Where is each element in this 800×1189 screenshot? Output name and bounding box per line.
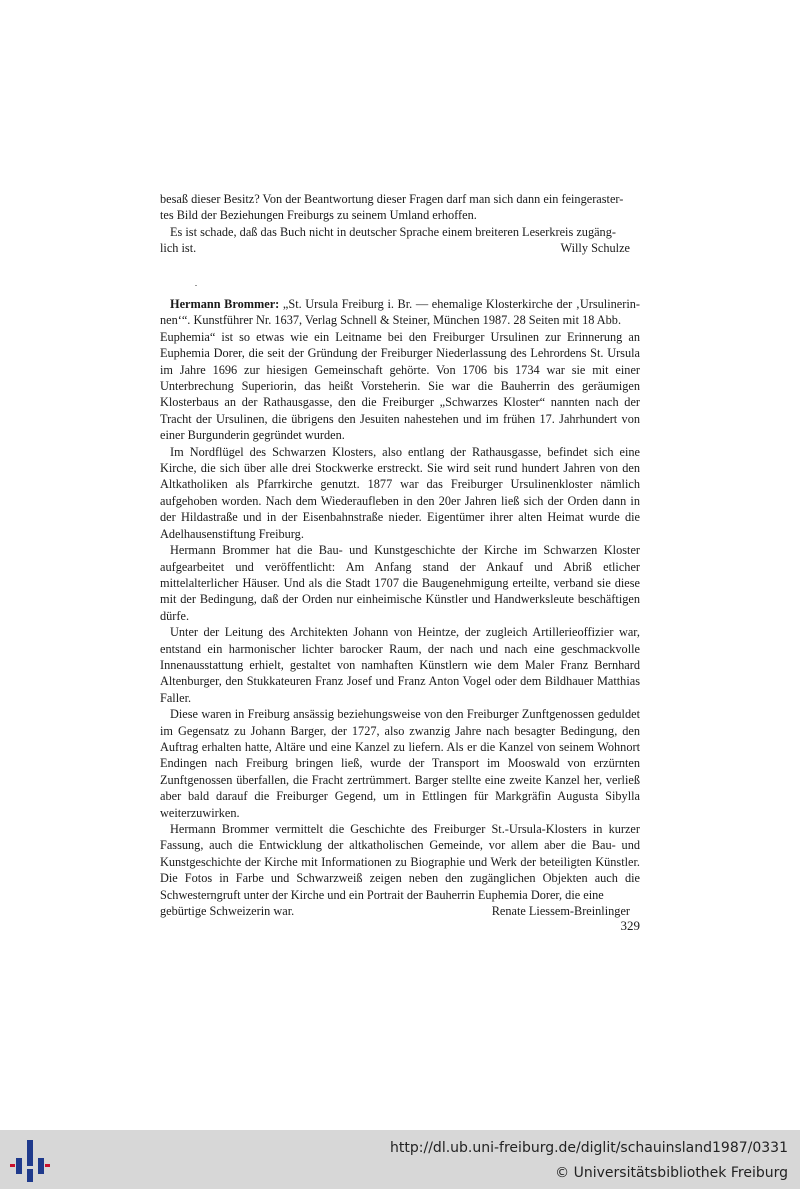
review-closing [160, 903, 640, 919]
review-signature: Renate Liessem-Breinlinger [491, 904, 630, 919]
page-number: 329 [620, 918, 640, 933]
review-paragraph: Hermann Brommer hat die Bau- und Kunstgeschichte der Kirche im Schwarzen Kloster aufgearbeitet und veröffentlicht: Am Anfang stand der Ankauf und Abriß etlicher mittelalterlicher Häuser. Und als die Stadt 1707 die Baugenehmigung erteilte, verband sie diese mit der Bedingung, daß der Orden nur einheimische Künstler und Handwerksleute beschäftigen dürfe. [160, 543, 640, 623]
review-citation: „St. Ursula Freiburg i. Br. — ehemalige Klosterkirche der ‚Ursulinerin-nen‘“. Kunstführer Nr. 1637, Verlag Schnell & Steiner, München 1987. 28 Seiten mit 18 Abb. [160, 297, 640, 328]
review-paragraph: Im Nordflügel des Schwarzen Klosters, also entlang der Rathausgasse, befindet sich eine Kirche, die sich über alle drei Stockwerke erstreckt. Sie wird seit rund hundert Jahren von den Altkatholiken als Pfarrkirche genutzt. 1877 war das Freiburger Ursulinenkloster nämlich aufgehoben worden. Nach dem Wiederaufleben in den 20er Jahren ließ sich der Orden dann in der Hildastraße und in der Eisenbahnstraße nieder. Eigentümer ihrer alten Heimat wurde die Adelhausenstiftung Freiburg. [160, 444, 640, 541]
copyright-notice: © Universitätsbibliothek Freiburg [555, 1165, 788, 1181]
review-last-line: gebürtige Schweizerin war. [160, 904, 295, 919]
previous-review-line: tes Bild der Beziehungen Freiburgs zu seinem Umland erhoffen. [160, 208, 477, 223]
review-paragraph: Hermann Brommer vermittelt die Geschichte des Freiburger St.-Ursula-Klosters in kurzer Fassung, auch die Entwicklung der altkatholischen Gemeinde, vor allem aber die Bau- und Kunstgeschichte der Kirche mit Informationen zu Biographie und Werk der beteiligten Künstler. Die Fotos in Farbe und Schwarzweiß zeigen neben den zugänglichen Objekten auch die Schwesterngruft unter der Kirche und ein Portrait der Bauherrin Euphemia Dorer, die eine [160, 822, 640, 902]
review-author: Hermann Brommer: [170, 297, 280, 311]
ub-freiburg-logo-icon [10, 1140, 50, 1182]
previous-review-line: Es ist schade, daß das Buch nicht in deutscher Sprache einem breiteren Leserkreis zugäng- [170, 224, 616, 239]
review-paragraph: Unter der Leitung des Architekten Johann von Heintze, der zugleich Artillerieoffizier war, entstand ein harmonischer lichter barocker Raum, der nach und nach eine geschmackvolle Innenausstattung erhielt, gestaltet von namhaften Künstlern wie dem Maler Franz Bernhard Altenburger, den Stukkateuren Franz Josef und Franz Anton Vogel oder dem Bildhauer Matthias Faller. [160, 625, 640, 705]
stray-mark [195, 285, 197, 286]
footer-bar [0, 1130, 800, 1189]
previous-review-signature: Willy Schulze [560, 241, 630, 256]
review-heading [160, 296, 640, 329]
review-paragraph: Diese waren in Freiburg ansässig beziehungsweise von den Freiburger Zunftgenossen geduldet im Gegensatz zu Johann Barger, der 1727, also zwanzig Jahre nach besagter Bedingung, den Auftrag erhalten hatte, Altäre und eine Kanzel zu liefern. Als er die Kanzel von seinem Wohnort Endingen nach Freiburg bringen ließ, wurde der Transport im Mooswald von erzürnten Zunftgenossen überfallen, die Fracht zertrümmert. Barger stellte eine zweite Kanzel her, verließ aber bald darauf die Freiburger Gegend, um in Ettlingen für Markgräfin Augusta Sibylla weiterzuwirken. [160, 707, 640, 820]
previous-review [160, 191, 640, 257]
permalink-url[interactable]: http://dl.ub.uni-freiburg.de/diglit/schauinsland1987/0331 [390, 1140, 788, 1156]
previous-review-closing [160, 240, 640, 256]
previous-review-line: besaß dieser Besitz? Von der Beantwortung dieser Fragen darf man sich dann ein feingeraster- [160, 192, 624, 206]
book-review [160, 296, 640, 919]
previous-review-last-line: lich ist. [160, 241, 197, 256]
review-paragraph: Euphemia“ ist so etwas wie ein Leitname bei den Freiburger Ursulinen zur Erinnerung an Euphemia Dorer, die seit der Gründung der Freiburger Niederlassung des Lehrordens St. Ursula im Jahre 1696 zur hiesigen Gemeinschaft gehörte. Von 1706 bis 1734 war sie mit einer Unterbrechung Superiorin, das heißt Vorsteherin. Sie war die Bauherrin des geräumigen Klosterbaus an der Rathausgasse, den die Freiburger „Schwarzes Kloster“ nannten nach der Tracht der Ursulinen, die übrigens den Jesuiten nahestehen und im frühen 17. Jahrhundert von einer Burgunderin gegründet wurden. [160, 329, 640, 443]
